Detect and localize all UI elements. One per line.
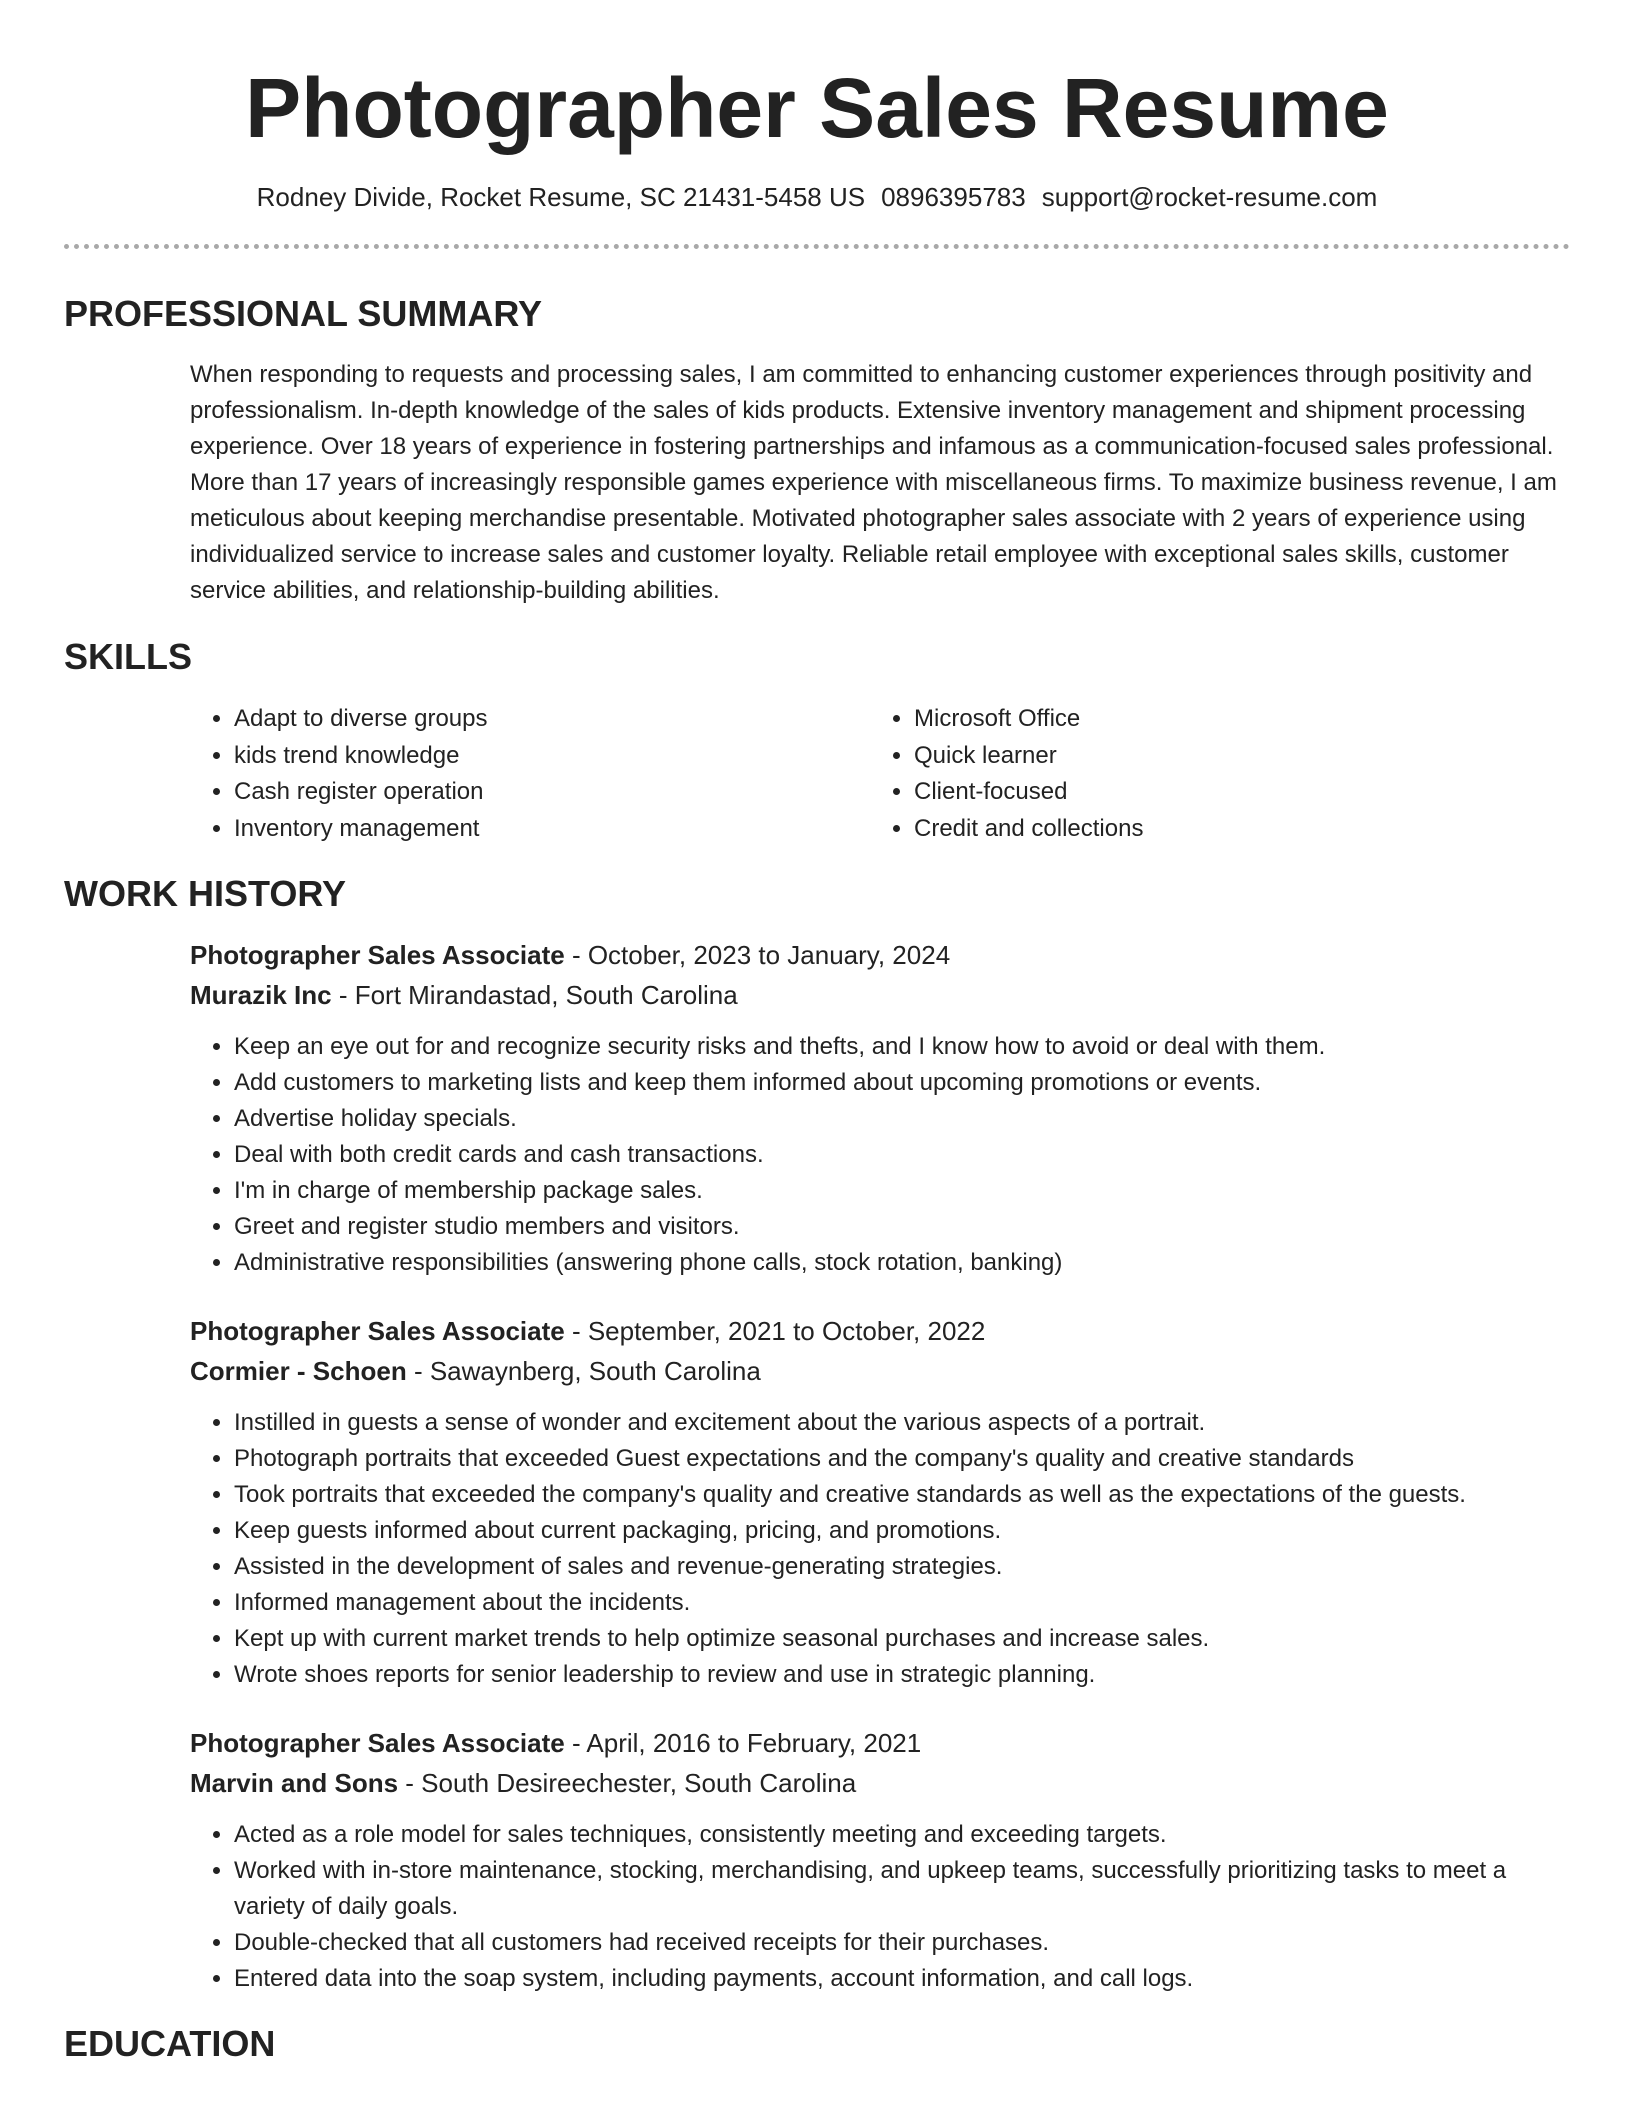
job-company-line — [190, 1763, 1570, 1803]
job-dates: - October, 2023 to January, 2024 — [564, 940, 951, 970]
job-company: Marvin and Sons — [190, 1768, 399, 1798]
job-bullet: • Photograph portraits that exceeded Guest expectations and the company's quality and creative standards — [234, 1441, 1570, 1477]
job-bullet: • Greet and register studio members and visitors. — [234, 1209, 1570, 1245]
job-bullet: • Instilled in guests a sense of wonder and excitement about the various aspects of a portrait. — [234, 1405, 1570, 1441]
job-bullet: • I'm in charge of membership package sales. — [234, 1173, 1570, 1209]
summary-heading: PROFESSIONAL SUMMARY — [64, 293, 543, 334]
job-bullet: • Worked with in-store maintenance, stocking, merchandising, and upkeep teams, successfully prioritizing tasks to meet a variety of daily goals. — [234, 1853, 1570, 1925]
job-bullet: • Keep an eye out for and recognize security risks and thefts, and I know how to avoid or deal with them. — [234, 1029, 1570, 1065]
job-company: Murazik Inc — [190, 980, 332, 1010]
contact-address: Rodney Divide, Rocket Resume, SC 21431-5458 US — [256, 182, 866, 212]
job-title-line — [190, 1311, 1570, 1351]
work-history-heading: WORK HISTORY — [64, 873, 347, 914]
job-location: - Fort Mirandastad, South Carolina — [331, 980, 738, 1010]
skill-item: • Cash register operation — [234, 774, 870, 811]
job-entry — [190, 1311, 1570, 1693]
skill-item: • Credit and collections — [914, 811, 1143, 848]
education-heading: EDUCATION — [64, 2023, 276, 2064]
resume-title: Photographer Sales Resume — [245, 61, 1389, 155]
job-bullet: • Kept up with current market trends to help optimize seasonal purchases and increase sales. — [234, 1621, 1570, 1657]
resume-page — [64, 0, 1570, 2066]
skills-column-right — [870, 701, 1143, 847]
contact-phone: 0896395783 — [881, 182, 1026, 212]
summary-text: When responding to requests and processing sales, I am committed to enhancing customer experiences through positivity and professionalism. In-depth knowledge of the sales of kids products. Extensive inventory management and shipment processing experience. Over 18 years of experience in fostering partnerships and infamous as a communication-focused sales professional. More than 17 years of increasingly responsible games experience with miscellaneous firms. To maximize business revenue, I am meticulous about keeping merchandise presentable. Motivated photographer sales associate with 2 years of experience using individualized service to increase sales and customer loyalty. Reliable retail employee with exceptional sales skills, customer service abilities, and relationship-building abilities. — [190, 361, 1557, 604]
job-bullet: • Acted as a role model for sales techniques, consistently meeting and exceeding targets. — [234, 1817, 1570, 1853]
job-entry — [190, 935, 1570, 1281]
job-bullet: • Add customers to marketing lists and keep them informed about upcoming promotions or events. — [234, 1065, 1570, 1101]
job-bullet: • Took portraits that exceeded the company's quality and creative standards as well as the expectations of the guests. — [234, 1477, 1570, 1513]
job-bullets — [190, 1029, 1570, 1281]
job-location: - South Desireechester, South Carolina — [398, 1768, 857, 1798]
skill-item: • Adapt to diverse groups — [234, 701, 870, 738]
job-title-line — [190, 935, 1570, 975]
job-bullet: • Administrative responsibilities (answering phone calls, stock rotation, banking) — [234, 1245, 1570, 1281]
job-company: Cormier - Schoen — [190, 1356, 407, 1386]
job-entry — [190, 1723, 1570, 1997]
header-divider — [64, 244, 1570, 249]
job-bullet: • Advertise holiday specials. — [234, 1101, 1570, 1137]
job-bullet: • Deal with both credit cards and cash transactions. — [234, 1137, 1570, 1173]
job-title: Photographer Sales Associate — [190, 940, 565, 970]
job-company-line — [190, 975, 1570, 1015]
contact-line — [64, 180, 1570, 214]
skills-list — [190, 701, 1570, 847]
job-title: Photographer Sales Associate — [190, 1728, 565, 1758]
skill-item: • Quick learner — [914, 738, 1143, 775]
job-title: Photographer Sales Associate — [190, 1316, 565, 1346]
job-bullets — [190, 1405, 1570, 1693]
skill-item: • Client-focused — [914, 774, 1143, 811]
job-dates: - April, 2016 to February, 2021 — [564, 1728, 922, 1758]
job-bullet: • Informed management about the incidents. — [234, 1585, 1570, 1621]
skills-heading: SKILLS — [64, 636, 193, 677]
skill-item: • Inventory management — [234, 811, 870, 848]
skill-item: • Microsoft Office — [914, 701, 1143, 738]
job-bullet: • Keep guests informed about current packaging, pricing, and promotions. — [234, 1513, 1570, 1549]
job-bullet: • Wrote shoes reports for senior leadership to review and use in strategic planning. — [234, 1657, 1570, 1693]
job-bullet: • Double-checked that all customers had received receipts for their purchases. — [234, 1925, 1570, 1961]
job-bullet: • Entered data into the soap system, including payments, account information, and call logs. — [234, 1961, 1570, 1997]
job-bullets — [190, 1817, 1570, 1997]
job-dates: - September, 2021 to October, 2022 — [564, 1316, 986, 1346]
skill-item: • kids trend knowledge — [234, 738, 870, 775]
contact-email: support@rocket-resume.com — [1041, 182, 1378, 212]
job-title-line — [190, 1723, 1570, 1763]
job-company-line — [190, 1351, 1570, 1391]
job-location: - Sawaynberg, South Carolina — [406, 1356, 761, 1386]
job-bullet: • Assisted in the development of sales and revenue-generating strategies. — [234, 1549, 1570, 1585]
skills-column-left — [190, 701, 870, 847]
